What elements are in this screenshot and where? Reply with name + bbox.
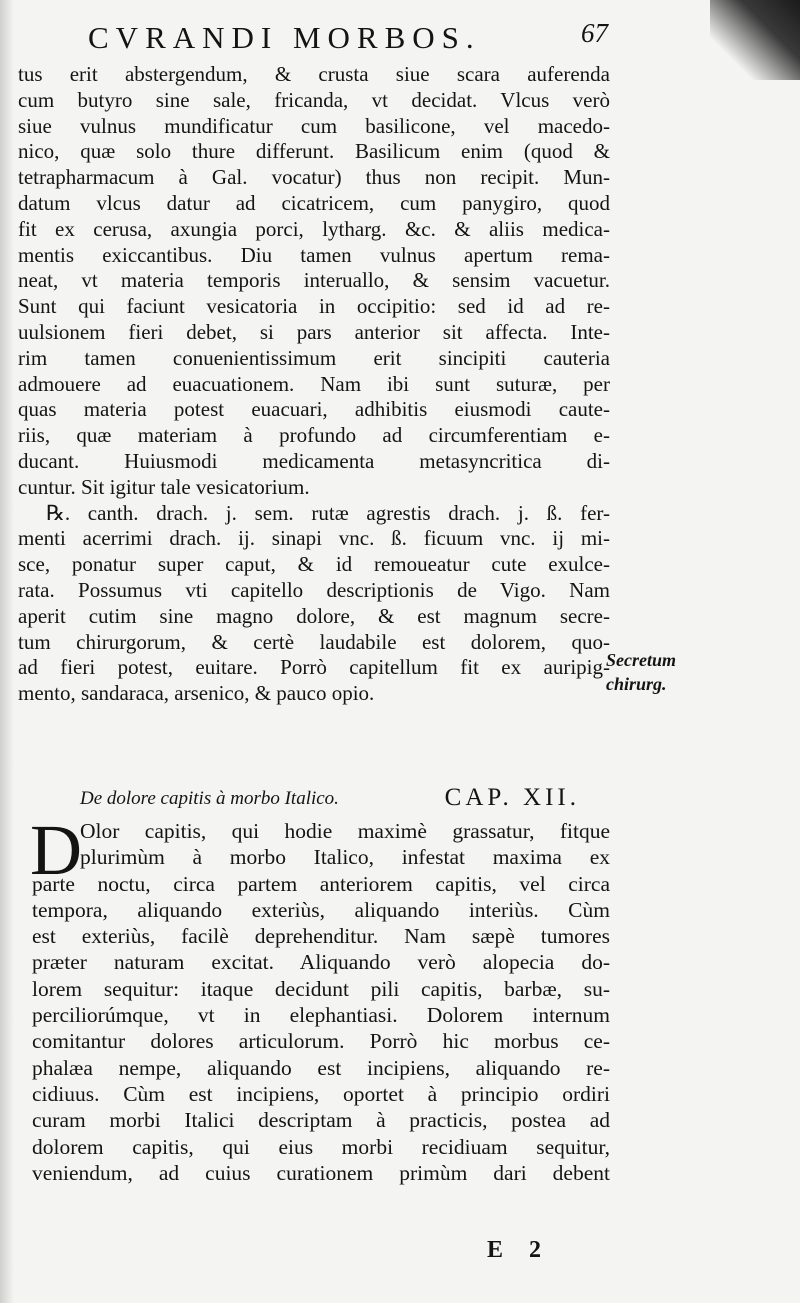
page-header [88,18,608,58]
text-line: ad fieri potest, euitare. Porrò capitellum fit ex auripig- [18,655,610,680]
chapter-heading [80,784,580,818]
text-line: rata. Possumus vti capitello descriptionis de Vigo. Nam [18,577,610,602]
chapter-line: perciliorúmque, vt in elephantiasi. Dolorem internum [32,1003,610,1028]
text-line: mentis exiccantibus. Diu tamen vulnus apertum rema- [18,242,610,267]
signature-mark: E 2 [487,1237,552,1263]
text-line: mento, sandaraca, arsenico, & pauco opio. [18,681,375,706]
text-line: ducant. Huiusmodi medicamenta metasyncritica di- [18,448,610,473]
text-line: uulsionem fieri debet, si pars anterior sit affecta. Inte- [18,319,610,344]
running-title: CVRANDI MORBOS. [88,20,481,55]
chapter-line: parte noctu, circa partem anteriorem capitis, vel circa [32,871,610,896]
text-line: neat, vt materia temporis interuallo, & sensim vacuetur. [18,268,610,293]
chapter-line: est exteriùs, facilè deprehenditur. Nam sæpè tumores [32,924,610,949]
page-number: 67 [581,18,608,48]
chapter-text [30,810,610,1186]
text-line: Sunt qui faciunt vesicatoria in occipitio: sed id ad re- [18,294,610,319]
text-line: rim tamen conuenientissimum erit sincipiti cauteria [18,345,610,370]
chapter-title: De dolore capitis à morbo Italico. [80,788,339,809]
margin-note-line: chirurg. [606,674,667,694]
margin-note [606,648,796,696]
text-line: cuntur. Sit igitur tale vesicatorium. [18,474,310,499]
text-line: quas materia potest euacuari, adhibitis eiusmodi caute- [18,397,610,422]
text-line: aperit cutim sine magno dolore, & est magnum secre- [18,603,610,628]
chapter-line: plurimùm à morbo Italico, infestat maxima ex [80,845,610,870]
text-line: nico, quæ solo thure differunt. Basilicum enim (quod & [18,139,610,164]
text-line: riis, quæ materiam à profundo ad circumferentiam e- [18,423,610,448]
recipe-line: ℞. canth. drach. j. sem. rutæ agrestis drach. j. ß. fer- [46,500,610,525]
chapter-line: veniendum, ad cuius curationem primùm dari debent [32,1160,610,1185]
text-line: datum vlcus datur ad cicatricem, cum panygiro, quod [18,190,610,215]
chapter-line: lorem sequitur: itaque decidunt pili capitis, barbæ, su- [32,976,610,1001]
text-line: tus erit abstergendum, & crusta siue scara auferenda [18,62,610,86]
chapter-line: cidiuus. Cùm est incipiens, oportet à principio ordiri [32,1081,610,1106]
chapter-line: phalæa nempe, aliquando est incipiens, aliquando re- [32,1055,610,1080]
text-line: cum butyro sine sale, fricanda, vt decidat. Vlcus verò [18,87,610,112]
text-line: tum chirurgorum, & certè laudabile est dolorem, quo- [18,629,610,654]
text-line: fit ex cerusa, axungia porci, lytharg. &c. & aliis medica- [18,216,610,241]
chapter-line: tempora, aliquando exteriùs, aliquando interiùs. Cùm [32,897,610,922]
text-line: menti acerrimi drach. ij. sinapi vnc. ß. ficuum vnc. ij mi- [18,526,610,551]
margin-note-line: Secretum [606,650,676,670]
chapter-line: Olor capitis, qui hodie maximè grassatur, fitque [80,819,610,843]
text-line: admouere ad euacuationem. Nam ibi sunt suturæ, per [18,371,610,396]
page-gutter-shadow [0,0,14,1303]
chapter-number: CAP. XII. [444,784,580,811]
body-text [18,62,610,707]
text-line: siue vulnus mundificatur cum basilicone, vel macedo- [18,113,610,138]
chapter-line: præter naturam excitat. Aliquando verò alopecia do- [32,950,610,975]
text-line: sce, ponatur super caput, & id remoueatur cute exulce- [18,552,610,577]
page-corner-shadow [710,0,800,80]
drop-cap: D [30,810,82,890]
text-line: tetrapharmacum à Gal. vocatur) thus non recipit. Mun- [18,165,610,190]
chapter-line: dolorem capitis, qui eius morbi recidiuam sequitur, [32,1134,610,1159]
chapter-line: comitantur dolores articulorum. Porrò hic morbus ce- [32,1029,610,1054]
chapter-line: curam morbi Italici descriptam à practicis, postea ad [32,1108,610,1133]
